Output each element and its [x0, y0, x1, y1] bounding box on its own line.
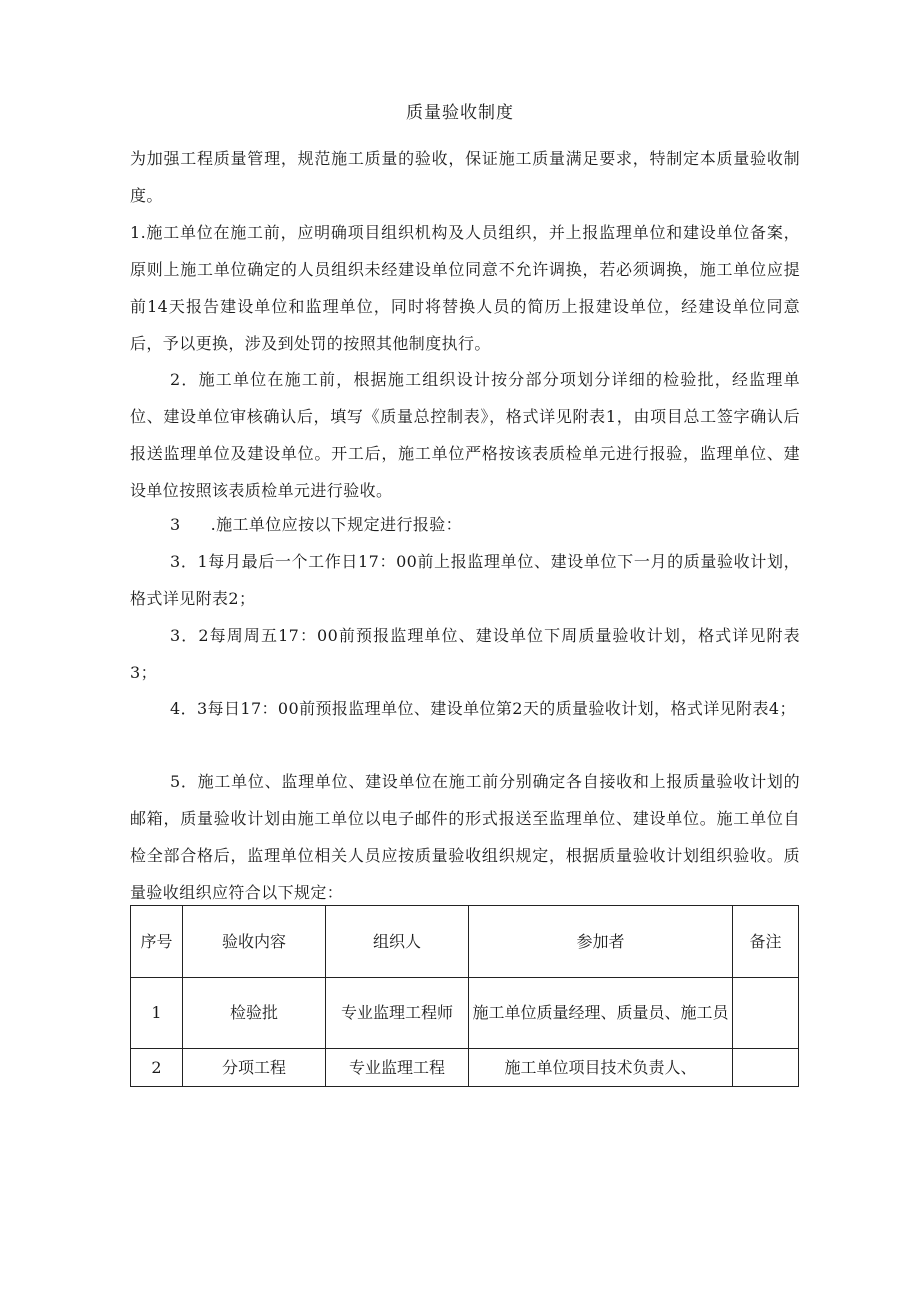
- clause-5: 5．施工单位、监理单位、建设单位在施工前分别确定各自接收和上报质量验收计划的邮箱，质量验收计划由施工单位以电子邮件的形式报送至监理单位、建设单位。施工单位自检全部合格后，监理单位相关人员应按质量验收组织规定，根据质量验收计划组织验收。质量验收组织应符合以下规定：: [130, 772, 800, 902]
- document-title: 质量验收制度: [406, 103, 514, 123]
- header-remarks: 备注: [733, 906, 799, 978]
- table-header-row: [131, 906, 799, 978]
- cell-content: 检验批: [183, 978, 326, 1049]
- cell-content: 分项工程: [183, 1049, 326, 1087]
- clause-1: 1.施工单位在施工前，应明确项目组织机构及人员组织，并上报监理单位和建设单位备案，原则上施工单位确定的人员组织未经建设单位同意不允许调换，若必须调换，施工单位应提前14天报告建设单位和监理单位，同时将替换人员的简历上报建设单位，经建设单位同意后，予以更换，涉及到处罚的按照其他制度执行。: [130, 223, 800, 353]
- table-row: [131, 978, 799, 1049]
- header-organizer: 组织人: [326, 906, 469, 978]
- clause-3-number: 3: [170, 515, 181, 534]
- cell-remarks: [733, 978, 799, 1049]
- header-content: 验收内容: [183, 906, 326, 978]
- table-row: [131, 1049, 799, 1087]
- clause-3-2: 3．2每周周五17：00前预报监理单位、建设单位下周质量验收计划，格式详见附表3；: [130, 626, 800, 682]
- cell-participants: 施工单位质量经理、质量员、施工员: [469, 978, 733, 1049]
- cell-seq: 1: [131, 978, 183, 1049]
- header-participants: 参加者: [469, 906, 733, 978]
- clause-3-text: .施工单位应按以下规定进行报验：: [210, 515, 463, 534]
- acceptance-organization-table: [130, 905, 799, 1087]
- intro-paragraph: 为加强工程质量管理，规范施工质量的验收，保证施工质量满足要求，特制定本质量验收制度。: [130, 149, 800, 205]
- cell-remarks: [733, 1049, 799, 1087]
- header-seq: 序号: [131, 906, 183, 978]
- clause-3: [130, 506, 800, 543]
- cell-organizer: 专业监理工程: [326, 1049, 469, 1087]
- cell-organizer: 专业监理工程师: [326, 978, 469, 1049]
- cell-seq: 2: [131, 1049, 183, 1087]
- clause-4-3: 4．3每日17：00前预报监理单位、建设单位第2天的质量验收计划，格式详见附表4；: [170, 699, 796, 718]
- clause-3-1: 3．1每月最后一个工作日17：00前上报监理单位、建设单位下一月的质量验收计划，格式详见附表2；: [130, 552, 800, 608]
- clause-2: 2．施工单位在施工前，根据施工组织设计按分部分项划分详细的检验批，经监理单位、建设单位审核确认后，填写《质量总控制表》，格式详见附表1，由项目总工签字确认后报送监理单位及建设单位。开工后，施工单位严格按该表质检单元进行报验，监理单位、建设单位按照该表质检单元进行验收。: [130, 370, 800, 500]
- cell-participants: 施工单位项目技术负责人、: [469, 1049, 733, 1087]
